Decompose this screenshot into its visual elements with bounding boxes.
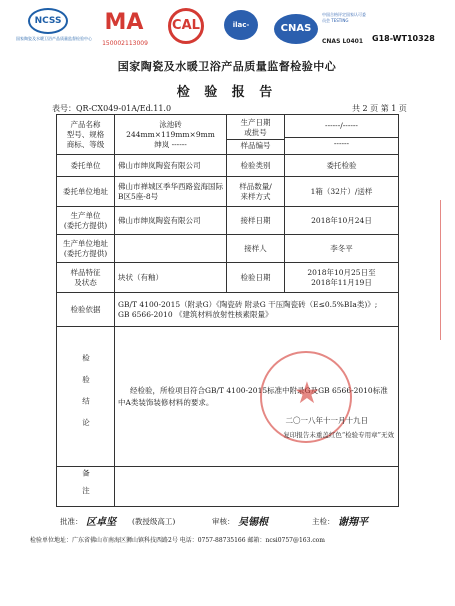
inspection-type: 委托检验 [285,155,399,177]
conclusion-cell [115,327,399,467]
manufacturer-label-sub: (委托方提供) [63,220,108,230]
table-row [57,177,399,207]
receipt-date-label: 接样日期 [227,207,285,235]
conclusion-text: 经检验，所检项目符合GB/T 4100-2015标准中附录G及GB 6566-2010标准中A类装饰装修材料的要求。 [118,385,388,407]
lab-address-line: 检验单位地址：广东省佛山市南海区狮山镇科技西路2号 电话：0757-88735166 邮箱：ncsi0757@163.com [30,537,325,544]
table-row [57,235,399,263]
product-value-cell [115,115,227,155]
test-date-cell [285,263,399,293]
sample-qty-label-cell [227,177,285,207]
table-row [57,207,399,235]
client-address-label: 委托单位地址 [57,177,115,207]
ilac-mra-logo [220,10,264,59]
cnas-number: CNAS L0401 [322,38,364,45]
cma-logo [96,8,154,52]
sample-state-label-cell [57,263,115,293]
basis-line-1: GB/T 4100-2015（附录G）《陶瓷砖 附录G 干压陶瓷砖（E≤0.5%BIa类)》; [118,299,378,309]
production-date: ------/------ [325,120,358,130]
ilac-globe-icon: ilac-MRA [224,10,258,40]
cma-logo-icon: MA [104,10,144,35]
cnas-caption: 中国合格评定国家认可委员会 TESTING [322,12,366,23]
receiver-label: 接样人 [227,235,285,263]
manufacturer-label-cell [57,207,115,235]
form-number: 表号：QR-CX049-01A/Ed.11.0 [52,104,172,113]
model-spec: 244mm×119mm×9mm [126,129,215,139]
receiver: 李冬平 [285,235,399,263]
table-row [57,467,399,507]
sample-state-label-sub: 及状态 [74,277,97,287]
table-row [57,327,399,467]
manufacturer-label: 生产单位 [70,210,101,220]
manufacturer: 佛山市绅岚陶瓷有限公司 [115,207,227,235]
production-date-value-cell [285,115,399,155]
conclusion-label: 检验结论 [81,353,91,440]
perforation-seal-strip [440,200,455,340]
ncss-logo-icon: NCSS [28,8,68,34]
report-table [56,114,399,507]
inspection-type-label: 检验类别 [227,155,285,177]
manufacturer-address [115,235,227,263]
production-date-label-cell [227,115,285,155]
manufacturer-address-label: 生产单位地址 [63,238,108,248]
product-name-label: 产品名称 [70,119,101,129]
table-row [57,155,399,177]
approver-label: 批准： [60,517,83,526]
table-row [57,263,399,293]
sample-qty: 1箱（32片）/送样 [285,177,399,207]
manufacturer-address-label-sub: (委托方提供) [63,248,108,258]
basis-line-2: GB 6566-2010 《建筑材料放射性核素限量》 [118,309,273,319]
approver-title: (教授级高工) [132,517,176,526]
star-icon: ★ [293,376,321,411]
table-row [57,115,399,155]
client-label: 委托单位 [57,155,115,177]
sample-qty-label: 样品数量/ [239,181,272,191]
brand-grade: 绅岚 ------ [154,139,187,149]
product-label-cell [57,115,115,155]
page-title: 检 验 报 告 [176,85,278,100]
cal-logo-icon: CAL [168,8,204,44]
page-info: 共 2 页 第 1 页 [352,104,407,113]
cnas-logo [274,12,318,46]
manufacturer-address-label-cell [57,235,115,263]
table-row [57,293,399,327]
copy-note: 复印报告未重盖红色“检验专用章”无效 [283,431,394,439]
cma-number: 150002113009 [102,40,148,47]
tester-label: 主检： [312,517,335,526]
basis-cell [115,293,399,327]
sample-no-label: 样品编号 [227,139,284,151]
sample-state-label: 样品特征 [70,267,101,277]
cnas-logo-icon: CNAS [274,14,318,44]
remarks-label: 备注 [81,469,91,504]
cal-logo [166,8,208,50]
sampling-method-label: 来样方式 [240,191,271,201]
remarks [115,467,399,507]
center-name: 国家陶瓷及水暖卫浴产品质量监督检验中心 [117,60,337,73]
reviewer-signature: 吴锡根 [238,517,268,528]
report-code: G18-WT10328 [372,34,435,43]
test-date-start: 2018年10月25日至 [307,267,376,277]
batch-label: 或批号 [244,128,267,137]
test-date-end: 2018年11月19日 [311,277,372,287]
test-date-label: 检验日期 [227,263,285,293]
remarks-label-cell [57,467,115,507]
product-name: 泳池砖 [159,119,182,129]
production-date-label: 生产日期 [240,118,271,127]
ncss-logo [16,8,92,48]
client-address: 佛山市禅城区季华西路瓷海国际B区5座-8号 [115,177,227,207]
model-spec-label: 型号、规格 [66,129,105,139]
sample-no: ------ [285,137,398,149]
ncss-caption: 国家陶瓷及水暖卫浴产品质量监督检验中心 [16,36,92,41]
sample-state: 块状（有釉） [115,263,227,293]
reviewer-label: 审核： [212,517,235,526]
tester-signature: 谢翔平 [338,517,368,528]
brand-grade-label: 商标、等级 [66,139,105,149]
receipt-date: 2018年10月24日 [285,207,399,235]
basis-label: 检验依据 [57,293,115,327]
client: 佛山市绅岚陶瓷有限公司 [115,155,227,177]
conclusion-label-cell [57,327,115,467]
approver-signature: 区卓坚 [86,517,116,528]
issue-date: 二〇一八年十一月十九日 [285,416,368,425]
